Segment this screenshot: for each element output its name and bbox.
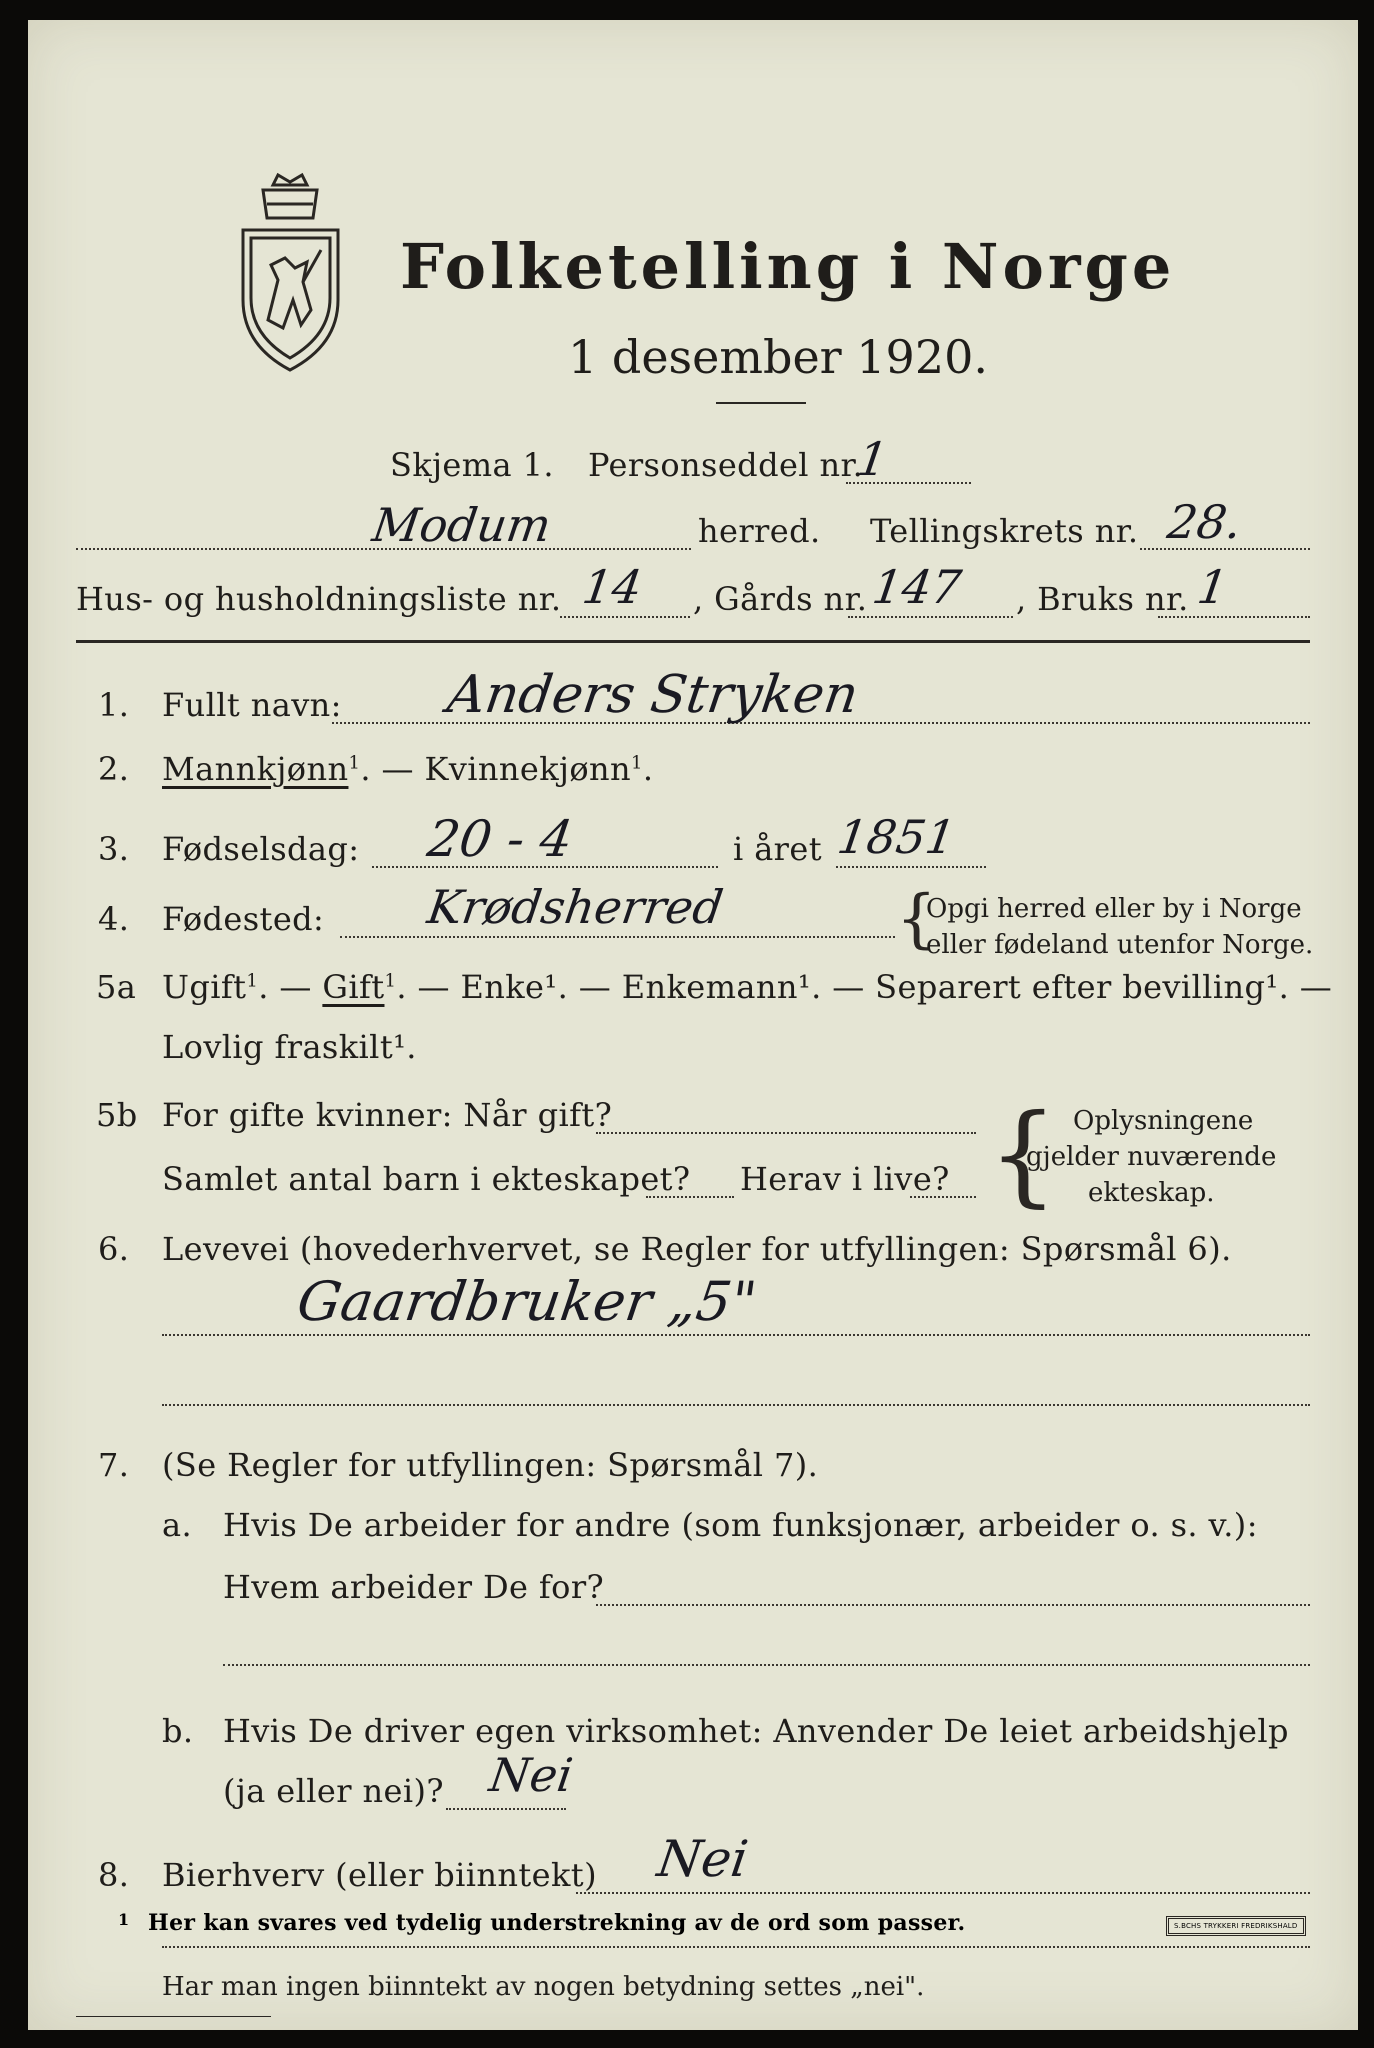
gards-value[interactable]: 147 <box>869 560 965 614</box>
q2-female-option[interactable]: Kvinnekjønn <box>424 750 632 788</box>
footnote-mark: 1 <box>118 1910 130 1929</box>
q1-value[interactable]: Anders Stryken <box>443 665 862 725</box>
census-form-sheet <box>28 20 1358 2030</box>
q7a-line2 <box>223 1664 1310 1666</box>
personseddel-label: Personseddel nr. <box>588 446 864 484</box>
q6-number: 6. <box>98 1230 130 1268</box>
hus-line <box>560 616 690 618</box>
footnote-text: Her kan svares ved tydelig understrekning av de ord som passer. <box>148 1910 966 1936</box>
q5b-barn-label: Samlet antal barn i ekteskapet? <box>162 1160 691 1198</box>
q8-number: 8. <box>98 1856 130 1894</box>
q4-note-line2: eller fødeland utenfor Norge. <box>926 930 1314 960</box>
q5a-line2[interactable]: Lovlig fraskilt¹. <box>162 1028 417 1066</box>
gards-label: , Gårds nr. <box>693 580 868 618</box>
form-title: Folketelling i Norge <box>400 230 1176 303</box>
q8-label: Bierhverv (eller biinntekt) <box>162 1856 597 1894</box>
q7b-label: Hvis De driver egen virksomhet: Anvender De leiet arbeidshjelp <box>223 1712 1289 1750</box>
skjema-label: Skjema 1. <box>390 446 554 484</box>
printer-stamp: S.BCHS TRYKKERI FREDRIKSHALD <box>1166 1916 1306 1936</box>
hus-label: Hus- og husholdningsliste nr. <box>76 580 562 618</box>
q5a-ugift-sup: 1 <box>246 970 259 992</box>
q6-value[interactable]: Gaardbruker „5" <box>293 1270 761 1333</box>
q2-male-sup: 1 <box>348 752 361 774</box>
q5b-live-label: Herav i live? <box>740 1160 950 1198</box>
q3-year-value[interactable]: 1851 <box>834 810 959 864</box>
footer-divider <box>76 2016 271 2017</box>
q5a-options <box>162 968 1332 1006</box>
q8-line2 <box>162 1946 1310 1948</box>
q3-label: Fødselsdag: <box>162 830 360 868</box>
q3-year-label: i året <box>733 830 822 868</box>
q7a-line1 <box>596 1604 1310 1606</box>
bruks-line <box>1158 616 1310 618</box>
q6-line2 <box>162 1404 1310 1406</box>
q5b-note-brace: { <box>988 1090 1058 1218</box>
q8-value[interactable]: Nei <box>653 1830 752 1888</box>
q5b-note-line3: ekteskap. <box>1088 1178 1215 1208</box>
q7b-number: b. <box>162 1712 194 1750</box>
q3-year-line <box>836 866 986 868</box>
q4-note-line1: Opgi herred eller by i Norge <box>926 894 1302 924</box>
tellingskrets-value[interactable]: 28. <box>1164 495 1245 549</box>
q7a-label: Hvis De arbeider for andre (som funksjonær, arbeider o. s. v.): <box>223 1506 1258 1544</box>
q2-separator: . — <box>360 750 425 788</box>
q5b-barn-line <box>646 1196 734 1198</box>
bruks-label: , Bruks nr. <box>1016 580 1189 618</box>
q2-end: . <box>642 750 654 788</box>
q5b-live-line <box>910 1196 976 1198</box>
header-divider <box>76 640 1310 643</box>
q3-number: 3. <box>98 830 130 868</box>
q2-options <box>162 750 653 788</box>
q4-note-brace: { <box>896 882 937 956</box>
hus-value[interactable]: 14 <box>579 560 646 614</box>
q5a-number: 5a <box>96 968 137 1006</box>
q7a-number: a. <box>162 1506 193 1544</box>
q1-label: Fullt navn: <box>162 686 342 724</box>
q5a-gift-option[interactable]: Gift <box>322 968 385 1006</box>
herred-value[interactable]: Modum <box>369 498 555 552</box>
q5a-separator: . — <box>258 968 323 1006</box>
q2-male-option[interactable]: Mannkjønn <box>162 750 349 788</box>
q5b-number: 5b <box>96 1096 138 1134</box>
q3-value[interactable]: 20 - 4 <box>423 810 577 868</box>
q7a-label2: Hvem arbeider De for? <box>223 1568 605 1606</box>
q5b-label: For gifte kvinner: Når gift? <box>162 1096 613 1134</box>
q4-label: Fødested: <box>162 900 325 938</box>
q4-value[interactable]: Krødsherred <box>424 880 727 934</box>
q7b-label2: (ja eller nei)? <box>223 1772 444 1810</box>
q7b-line <box>446 1808 566 1810</box>
q2-female-sup: 1 <box>631 752 643 774</box>
form-date: 1 desember 1920. <box>568 330 988 384</box>
q7-label: (Se Regler for utfyllingen: Spørsmål 7). <box>162 1446 819 1484</box>
title-divider <box>716 402 806 404</box>
gards-line <box>848 616 1013 618</box>
personseddel-value[interactable]: 1 <box>854 432 892 486</box>
q1-number: 1. <box>98 686 130 724</box>
q5b-note-line1: Oplysningene <box>1073 1106 1254 1136</box>
q7-number: 7. <box>98 1446 130 1484</box>
q5a-ugift-option[interactable]: Ugift <box>162 968 247 1006</box>
q4-number: 4. <box>98 900 130 938</box>
q5a-other-options[interactable]: . — Enke¹. — Enkemann¹. — Separert efter bevilling¹. — <box>396 968 1333 1006</box>
q7b-value[interactable]: Nei <box>486 1748 576 1802</box>
q6-line1 <box>162 1334 1310 1336</box>
q5a-gift-sup: 1 <box>384 970 397 992</box>
bruks-value[interactable]: 1 <box>1194 560 1232 614</box>
herred-label: herred. <box>698 512 821 550</box>
q2-number: 2. <box>98 750 130 788</box>
q5b-gift-line <box>596 1132 976 1134</box>
q5b-note-line2: gjelder nuværende <box>1026 1142 1277 1172</box>
q8-line1 <box>576 1892 1310 1894</box>
q4-line <box>340 936 895 938</box>
q6-label: Levevei (hovederhvervet, se Regler for utfyllingen: Spørsmål 6). <box>162 1230 1232 1268</box>
tellingskrets-label: Tellingskrets nr. <box>870 512 1139 550</box>
q8-note: Har man ingen biinntekt av nogen betydning settes „nei". <box>162 1972 925 2002</box>
coat-of-arms-icon <box>233 170 348 380</box>
